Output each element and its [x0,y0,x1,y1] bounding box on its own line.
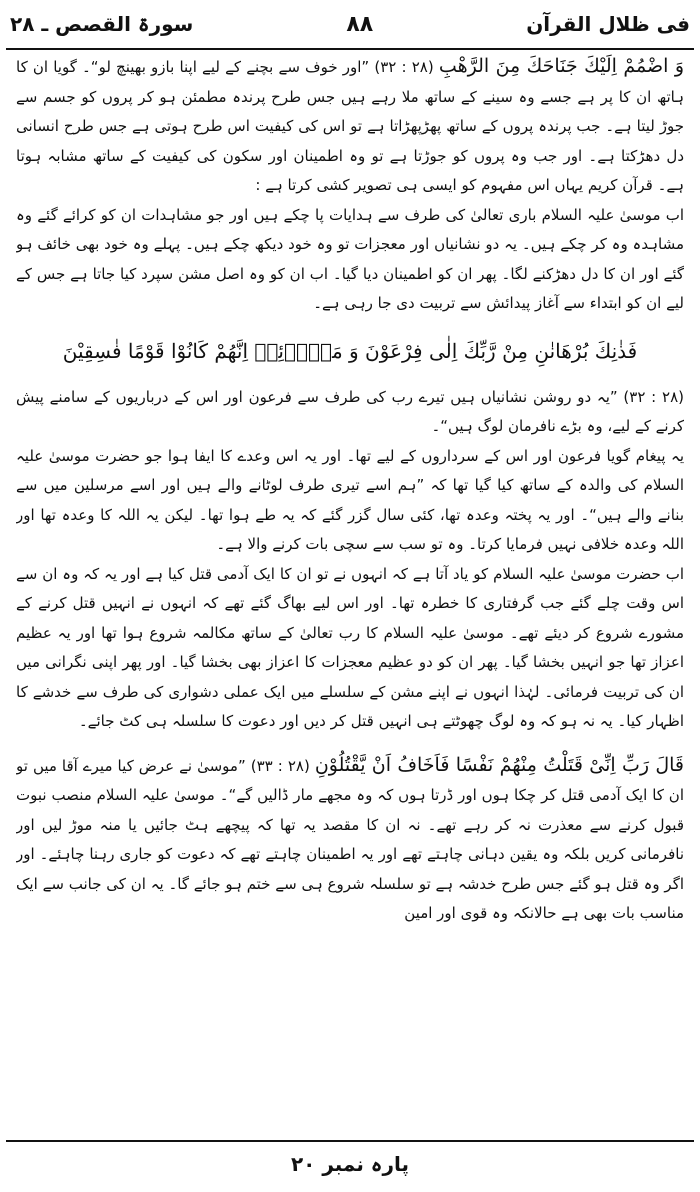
inline-ayah-1: وَ اضْمُمْ اِلَيْكَ جَنَاحَكَ مِنَ الرَّهْبِ [438,55,684,77]
inline-ayah-2: قَالَ رَبِّ اِنِّىْ قَتَلْتُ مِنْهُمْ نَفْسًا فَاَخَافُ اَنْ يَّقْتُلُوْنِ [314,753,684,776]
page-number: ۸۸ [346,11,374,37]
page-body [16,52,684,1137]
surah-name: سورۃ القصص ـ ۲۸ [10,12,194,36]
paragraph-6 [16,751,684,929]
paragraph-5: اب حضرت موسیٰ علیہ السلام کو یاد آتا ہے کہ انہوں نے تو ان کا ایک آدمی قتل کیا ہے اور یہ کہ وہ ان سے اس وقت چلے گئے جب گرفتاری کا خطرہ تھا۔ اور اس لیے بھاگ گئے تھے کہ انہوں نے انہیں قتل کرنے کے مشورے شروع کر دیئے تھے۔ موسیٰ علیہ السلام کا رب تعالیٰ کے ساتھ مکالمہ شروع ہوا تھا اور یہ عظیم اعزاز تھا جو انہیں بخشا گیا۔ پھر ان کو دو عظیم معجزات کا اعزاز بھی بخشا گیا۔ اور پھر اپنی نگرانی میں ان کی تربیت فرمائی۔ لہٰذا انہوں نے اپنے مشن کے سلسلے میں ایک عملی دشواری کی طرف سے خدشے کا اظہار کیا۔ یہ نہ ہو کہ وہ لوگ چھوٹتے ہی انہیں قتل کر دیں اور دعوت کا سلسلہ ہی کٹ جائے۔ [16,564,684,730]
page-header [10,4,690,44]
paragraph-6-text: (۲۸ : ۳۳) ”موسیٰ نے عرض کیا میرے آقا میں تو ان کا ایک آدمی قتل کر چکا ہوں اور ڈرتا ہوں کہ وہ مجھے مار ڈالیں گے“۔ موسیٰ علیہ السلام منصب نبوت قبول کرنے سے معذرت نہ کر رہے تھے۔ نہ ان کا مقصد یہ تھا کہ پیچھے ہٹ جائیں یا منہ موڑ لیں اور نافرمانی کریں بلکہ وہ یقین دہانی چاہتے تھے اور یہ اطمینان چاہتے تھے کہ دعوت کو جاری رہنا چاہئے۔ اور اگر وہ قتل ہو گئے جس طرح خدشہ ہے تو سلسلہ شروع ہی سے ختم ہو جائے گا۔ یہ ان کی جانب سے ایک مناسب بات بھی ہے حالانکہ وہ قوی اور امین [16,756,684,922]
page-footer: پارہ نمبر ۲۰ [290,1152,410,1176]
paragraph-3: (۲۸ : ۳۲) ”یہ دو روشن نشانیاں ہیں تیرے رب کی طرف سے فرعون اور اس کے درباریوں کے سامنے پیش کرنے کے لیے، وہ بڑے نافرمان لوگ ہیں“۔ [16,387,684,435]
book-title: فی ظلال القرآن [526,12,690,36]
footer-rule [6,1140,694,1142]
paragraph-1 [16,52,684,201]
header-rule [6,48,694,50]
paragraph-2: اب موسیٰ علیہ السلام باری تعالیٰ کی طرف سے ہدایات پا چکے ہیں اور جو مشاہدات ان کو کرائے گئے وہ مشاہدہ وہ کر چکے ہیں۔ یہ دو نشانیاں اور معجزات تو وہ خود دیکھ چکے ہیں۔ پہلے وہ خود بھی خائف ہو گئے اور ان کا دل دھڑکنے لگا۔ پھر ان کو اطمینان دیا گیا۔ اب ان کو وہ اصل مشن سپرد کیا جاتا ہے جس کے لیے ان کو ابتداء سے آغاز پیدائش سے تربیت دی جا رہی ہے۔ [16,205,684,312]
paragraph-4: یہ پیغام گویا فرعون اور اس کے سرداروں کے لیے تھا۔ اور یہ اس وعدے کا ایفا ہوا جو حضرت موسیٰ علیہ السلام کی والدہ کے ساتھ کیا گیا تھا کہ ”ہم اسے تیری طرف لوٹانے والے ہیں اور اسے مرسلین میں سے بنانے والے ہیں“۔ اور یہ پختہ وعدہ تھا، کئی سال گزر گئے کہ یہ طے ہوا تھا۔ لیکن یہ اللہ کا وعدہ تھا اور اللہ وعدہ خلافی نہیں فرمایا کرتا۔ وہ تو سب سے سچی بات کرنے والا ہے۔ [16,446,684,553]
paragraph-1-text: (۲۸ : ۳۲) ”اور خوف سے بچنے کے لیے اپنا بازو بھینچ لو“۔ گویا ان کا ہاتھ ان کا پر ہے جسے وہ سینے کے ساتھ ملا رہے ہیں جس طرح پرندہ مطمئن ہو کر پروں کو جسم سے جوڑ لیتا ہے۔ جب پرندہ پروں کے ساتھ پھڑپھڑاتا ہے تو اس کی کیفیت اس طرح ہوتی ہے جس طرح انسانی دل دھڑکتا ہے۔ اور جب وہ پروں کو جوڑتا ہے تو وہ اطمینان اور سکون کی کیفیت کے ساتھ مشابہ ہوتا ہے۔ قرآن کریم یہاں اس مفہوم کو ایسی ہی تصویر کشی کرتا ہے : [16,58,684,194]
ayah-block-1: فَذٰنِكَ بُرْهَانٰنِ مِنْ رَّبِّكَ اِلٰى فِرْعَوْنَ وَ مَلَاۡئِهٖ اِنَّهُمْ كَانُوْا قَوْمًا فٰسِقِيْنَ [62,338,638,363]
